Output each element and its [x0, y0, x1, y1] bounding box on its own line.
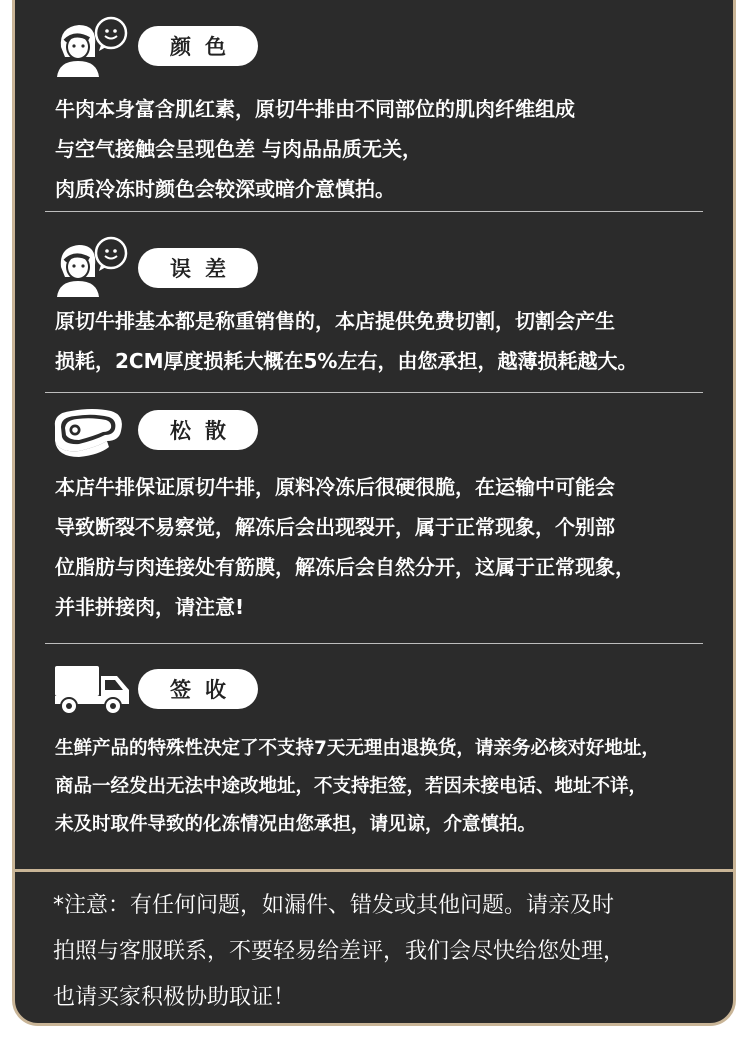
- section-title-pill: [138, 669, 258, 709]
- text-line: 导致断裂不易察觉，解冻后会出现裂开，属于正常现象，个别部: [55, 515, 615, 539]
- text-line: 肉质冷冻时颜色会较深或暗介意慎拍。: [55, 177, 395, 201]
- steak-icon: [49, 407, 127, 463]
- section-title-pill: [138, 410, 258, 450]
- text-line: 并非拼接肉，请注意!: [55, 595, 245, 619]
- section-title: 颜色: [170, 35, 240, 59]
- section-body: [55, 467, 723, 627]
- section-title: 签收: [170, 678, 240, 702]
- section-title-pill: [138, 26, 258, 66]
- delivery-truck-icon: [53, 664, 131, 720]
- divider: [45, 392, 703, 393]
- person-chat-icon: [55, 231, 133, 301]
- text-line: 与空气接触会呈现色差 与肉品品质无关，: [55, 137, 422, 161]
- section-body: [55, 730, 723, 844]
- info-card: [12, 0, 736, 1026]
- text-line: 生鲜产品的特殊性决定了不支持7天无理由退换货，请亲务必核对好地址，: [55, 738, 660, 759]
- divider: [45, 211, 703, 212]
- text-line: 原切牛排基本都是称重销售的，本店提供免费切割，切割会产生: [55, 309, 615, 333]
- text-line: 本店牛排保证原切牛排，原料冷冻后很硬很脆，在运输中可能会: [55, 475, 615, 499]
- notice-line: *注意：有任何问题，如漏件、错发或其他问题。请亲及时: [53, 893, 615, 918]
- notice-line: 也请买家积极协助取证！: [53, 985, 296, 1010]
- text-line: 商品一经发出无法中途改地址，不支持拒签，若因未接电话、地址不详，: [55, 776, 648, 797]
- person-chat-icon: [55, 11, 133, 81]
- divider: [45, 643, 703, 644]
- section-title: 误差: [170, 257, 240, 281]
- text-line: 未及时取件导致的化冻情况由您承担，请见谅，介意慎拍。: [55, 814, 537, 835]
- section-body: [55, 89, 723, 209]
- notice-text: [53, 883, 721, 1021]
- section-title: 松散: [170, 419, 240, 443]
- notice-separator: [15, 869, 733, 872]
- section-body: [55, 301, 723, 381]
- text-line: 牛肉本身富含肌红素，原切牛排由不同部位的肌肉纤维组成: [55, 97, 575, 121]
- section-title-pill: [138, 248, 258, 288]
- text-line: 损耗，2CM厚度损耗大概在5%左右，由您承担，越薄损耗越大。: [55, 349, 638, 373]
- text-line: 位脂肪与肉连接处有筋膜，解冻后会自然分开，这属于正常现象，: [55, 555, 635, 579]
- notice-line: 拍照与客服联系，不要轻易给差评，我们会尽快给您处理，: [53, 939, 626, 964]
